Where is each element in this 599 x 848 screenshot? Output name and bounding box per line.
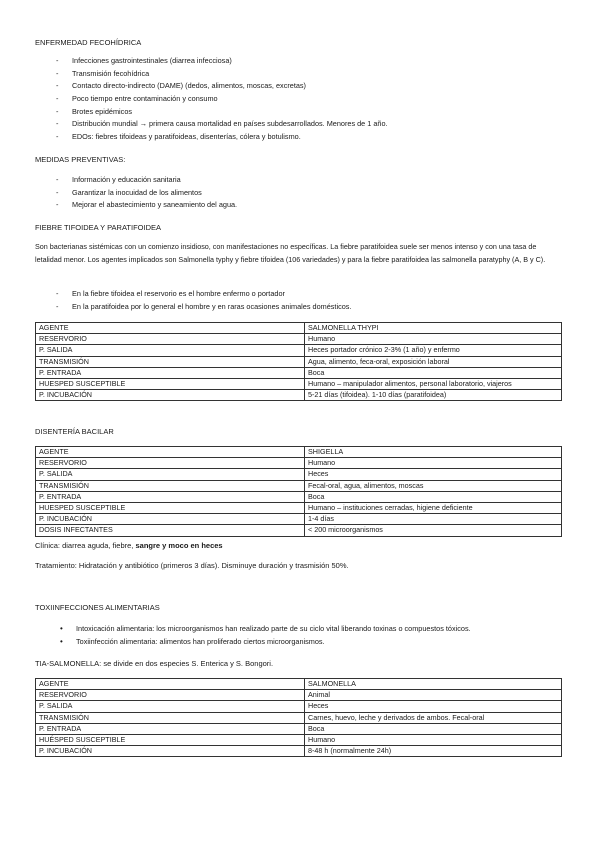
table-cell: TRANSMISIÓN	[36, 712, 305, 723]
table-cell: Animal	[305, 690, 562, 701]
heading-toxiinfecciones: TOXIINFECCIONES ALIMENTARIAS	[35, 603, 160, 612]
table-row	[36, 723, 562, 734]
list-item: - Información y educación sanitaria	[56, 174, 237, 187]
tratamiento-line: Tratamiento: Hidratación y antibiótico (primeros 3 días). Disminuye duración y trasmisión 50%.	[35, 561, 349, 570]
list-item: - En la fiebre tifoidea el reservorio es el hombre enfermo o portador	[56, 288, 351, 301]
table-cell: Heces	[305, 469, 562, 480]
paragraph-fiebre-tifoidea: Son bacterianas sistémicas con un comienzo insidioso, con manifestaciones no específicas. La fiebre paratifoidea suele ser menos intenso y con una tasa de letalidad menor. Los agentes implicados son Salmonella typhy y fiebre tifoidea (106 variedades) y para la fiebre paratifoidea las salmonella paratyphy (A, B y C).	[35, 242, 546, 265]
table-cell: P. SALIDA	[36, 469, 305, 480]
table-row	[36, 323, 562, 334]
heading-enfermedad-fecohidrica: ENFERMEDAD FECOHÍDRICA	[35, 38, 142, 47]
table-row	[36, 458, 562, 469]
table-cell: Boca	[305, 491, 562, 502]
table-cell: 8-48 h (normalmente 24h)	[305, 746, 562, 757]
table-cell: AGENTE	[36, 679, 305, 690]
table-cell: HUÉSPED SUSCEPTIBLE	[36, 735, 305, 746]
table-cell: Fecal-oral, agua, alimentos, moscas	[305, 480, 562, 491]
table-cell: RESERVORIO	[36, 690, 305, 701]
list-item: - Poco tiempo entre contaminación y consumo	[56, 93, 388, 106]
table-cell: Humano	[305, 458, 562, 469]
table-cell: SHIGELLA	[305, 447, 562, 458]
table-cell: Carnes, huevo, leche y derivados de ambos. Fecal-oral	[305, 712, 562, 723]
table-cell: RESERVORIO	[36, 458, 305, 469]
table-cell: P. INCUBACIÓN	[36, 746, 305, 757]
tia-salmonella-line: TIA-SALMONELLA: se divide en dos especies S. Enterica y S. Bongori.	[35, 659, 274, 668]
list-item: - Contacto directo-indirecto (DAME) (dedos, alimentos, moscas, excretas)	[56, 80, 388, 93]
list-medidas	[56, 174, 237, 212]
table-row	[36, 480, 562, 491]
table-cell: 5-21 días (tifoidea). 1-10 días (paratifoidea)	[305, 390, 562, 401]
list-item: • Toxiinfección alimentaria: alimentos han proliferado ciertos microorganismos.	[60, 636, 471, 649]
table-cell: < 200 microorganismos	[305, 525, 562, 536]
table-cell: TRANSMISIÓN	[36, 356, 305, 367]
clinica-bold-text: sangre y moco en heces	[135, 541, 223, 550]
table-salmonella	[35, 678, 562, 757]
table-cell: Heces portador crónico 2-3% (1 año) y enfermo	[305, 345, 562, 356]
table-cell: P. ENTRADA	[36, 723, 305, 734]
list-item: - EDOs: fiebres tifoideas y paratifoideas, disenterías, cólera y botulismo.	[56, 131, 388, 144]
clinica-text: Clínica: diarrea aguda, fiebre,	[35, 541, 136, 550]
heading-fiebre-tifoidea: FIEBRE TIFOIDEA Y PARATIFOIDEA	[35, 223, 162, 232]
table-cell: TRANSMISIÓN	[36, 480, 305, 491]
heading-disenteria-bacilar: DISENTERÍA BACILAR	[35, 427, 114, 436]
table-row	[36, 345, 562, 356]
table-cell: P. SALIDA	[36, 345, 305, 356]
table-row	[36, 503, 562, 514]
list-item: • Intoxicación alimentaria: los microorganismos han realizado parte de su ciclo vital liberando toxinas o compuestos tóxicos.	[60, 623, 471, 636]
table-row	[36, 746, 562, 757]
list-fecohidrica	[56, 55, 388, 144]
table-cell: P. ENTRADA	[36, 367, 305, 378]
table-row	[36, 735, 562, 746]
table-row	[36, 679, 562, 690]
list-item: - Brotes epidémicos	[56, 106, 388, 119]
table-row	[36, 525, 562, 536]
table-row	[36, 712, 562, 723]
table-row	[36, 379, 562, 390]
clinica-line	[35, 541, 223, 550]
table-row	[36, 514, 562, 525]
table-cell: Boca	[305, 723, 562, 734]
list-item: - Transmisión fecohídrica	[56, 68, 388, 81]
list-item: - Distribución mundial → primera causa mortalidad en países subdesarrollados. Menores de 1 año.	[56, 118, 388, 131]
table-salmonella-thypi	[35, 322, 562, 401]
table-row	[36, 491, 562, 502]
list-fiebre	[56, 288, 351, 313]
table-cell: P. INCUBACIÓN	[36, 514, 305, 525]
table-cell: SALMONELLA	[305, 679, 562, 690]
table-cell: P. SALIDA	[36, 701, 305, 712]
table-cell: 1-4 días	[305, 514, 562, 525]
table-cell: HUESPED SUSCEPTIBLE	[36, 503, 305, 514]
list-item: - Infecciones gastrointestinales (diarrea infecciosa)	[56, 55, 388, 68]
list-toxiinfecciones	[60, 623, 471, 648]
table-cell: Humano – instituciones cerradas, higiene deficiente	[305, 503, 562, 514]
table-row	[36, 690, 562, 701]
table-row	[36, 390, 562, 401]
table-cell: SALMONELLA THYPI	[305, 323, 562, 334]
table-cell: P. ENTRADA	[36, 491, 305, 502]
table-row	[36, 701, 562, 712]
table-row	[36, 469, 562, 480]
table-cell: Heces	[305, 701, 562, 712]
table-cell: Agua, alimento, feca-oral, exposición laboral	[305, 356, 562, 367]
table-cell: HUESPED SUSCEPTIBLE	[36, 379, 305, 390]
list-item: - Garantizar la inocuidad de los alimentos	[56, 187, 237, 200]
table-cell: AGENTE	[36, 447, 305, 458]
table-cell: Humano	[305, 334, 562, 345]
table-row	[36, 334, 562, 345]
table-cell: RESERVORIO	[36, 334, 305, 345]
heading-medidas-preventivas: MEDIDAS PREVENTIVAS:	[35, 155, 126, 164]
list-item: - Mejorar el abastecimiento y saneamiento del agua.	[56, 199, 237, 212]
table-cell: Boca	[305, 367, 562, 378]
table-cell: DOSIS INFECTANTES	[36, 525, 305, 536]
table-row	[36, 356, 562, 367]
table-cell: P. INCUBACIÓN	[36, 390, 305, 401]
table-shigella	[35, 446, 562, 537]
table-cell: AGENTE	[36, 323, 305, 334]
table-cell: Humano	[305, 735, 562, 746]
table-cell: Humano – manipulador alimentos, personal laboratorio, viajeros	[305, 379, 562, 390]
table-row	[36, 447, 562, 458]
table-row	[36, 367, 562, 378]
list-item: - En la paratifoidea por lo general el hombre y en raras ocasiones animales domésticos.	[56, 301, 351, 314]
